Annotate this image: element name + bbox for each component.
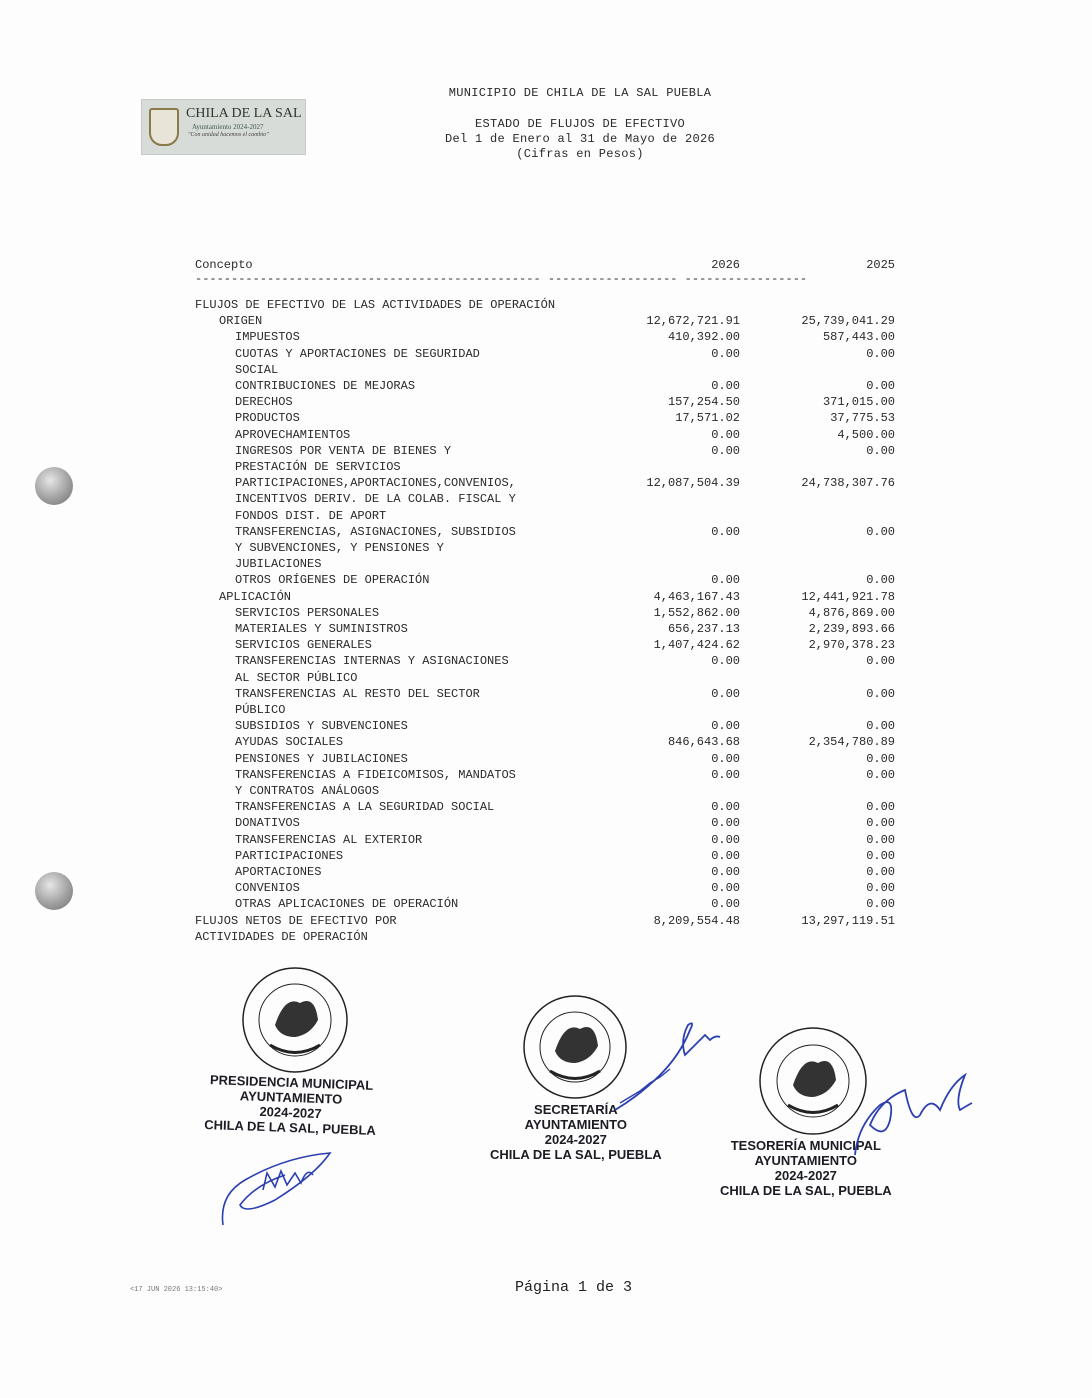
row-concept: FONDOS DIST. DE APORT bbox=[235, 508, 387, 523]
row-concept: TRANSFERENCIAS A FIDEICOMISOS, MANDATOS bbox=[235, 767, 516, 782]
row-value-2026: 0.00 bbox=[711, 686, 740, 701]
logo-name: CHILA DE LA SAL bbox=[186, 106, 302, 121]
row-value-2025: 0.00 bbox=[866, 719, 895, 734]
row-value-2026: 846,643.68 bbox=[667, 735, 740, 750]
table-row bbox=[195, 362, 895, 378]
row-value-2026: 0.00 bbox=[711, 573, 740, 588]
table-row bbox=[195, 540, 895, 556]
row-value-2026: 0.00 bbox=[711, 832, 740, 847]
stamp-line: 2024-2027 bbox=[774, 1168, 837, 1183]
row-concept: OTROS ORÍGENES DE OPERACIÓN bbox=[235, 573, 430, 588]
row-concept: DONATIVOS bbox=[235, 816, 300, 831]
stamp-line: CHILA DE LA SAL, PUEBLA bbox=[490, 1147, 662, 1162]
signature-tesoreria bbox=[850, 1065, 975, 1160]
row-value-2025: 12,441,921.78 bbox=[801, 589, 895, 604]
table-row bbox=[195, 880, 895, 896]
row-value-2026: 0.00 bbox=[711, 654, 740, 669]
row-value-2026: 0.00 bbox=[711, 816, 740, 831]
row-concept: SOCIAL bbox=[235, 362, 279, 377]
stamp-line: AYUNTAMIENTO bbox=[754, 1153, 857, 1168]
stamp-line: TESORERÍA MUNICIPAL bbox=[730, 1138, 881, 1153]
signature-presidencia bbox=[215, 1145, 345, 1230]
table-header bbox=[195, 257, 895, 273]
table-row bbox=[195, 815, 895, 831]
table-row bbox=[195, 670, 895, 686]
row-concept: TRANSFERENCIAS A LA SEGURIDAD SOCIAL bbox=[235, 800, 495, 815]
row-concept: INGRESOS POR VENTA DE BIENES Y bbox=[235, 443, 452, 458]
row-concept: TRANSFERENCIAS AL RESTO DEL SECTOR bbox=[235, 686, 480, 701]
stamp-line: PRESIDENCIA MUNICIPAL bbox=[209, 1072, 374, 1093]
row-value-2025: 0.00 bbox=[866, 881, 895, 896]
statement-units: (Cifras en Pesos) bbox=[516, 147, 644, 161]
table-row bbox=[195, 378, 895, 394]
seal-presidencia bbox=[230, 965, 360, 1075]
row-concept: APLICACIÓN bbox=[219, 589, 292, 604]
table-row bbox=[195, 605, 895, 621]
row-concept: AL SECTOR PÚBLICO bbox=[235, 670, 358, 685]
table-row bbox=[195, 346, 895, 362]
row-concept: PENSIONES Y JUBILACIONES bbox=[235, 751, 408, 766]
row-value-2025: 0.00 bbox=[866, 832, 895, 847]
row-value-2025: 0.00 bbox=[866, 443, 895, 458]
row-value-2026: 0.00 bbox=[711, 346, 740, 361]
table-row bbox=[195, 410, 895, 426]
row-value-2026: 12,672,721.91 bbox=[646, 314, 740, 329]
table-row bbox=[195, 491, 895, 507]
row-value-2026: 0.00 bbox=[711, 427, 740, 442]
stamp-line: 2024-2027 bbox=[544, 1132, 607, 1147]
table-row bbox=[195, 799, 895, 815]
stamp-line: SECRETARÍA bbox=[534, 1102, 618, 1117]
stamp-line: CHILA DE LA SAL, PUEBLA bbox=[204, 1116, 377, 1138]
row-value-2025: 0.00 bbox=[866, 865, 895, 879]
table-row bbox=[195, 313, 895, 329]
table-row bbox=[195, 718, 895, 734]
municipality-title: MUNICIPIO DE CHILA DE LA SAL PUEBLA bbox=[448, 86, 712, 100]
row-value-2026: 0.00 bbox=[711, 848, 740, 863]
row-value-2025: 0.00 bbox=[866, 767, 895, 782]
row-concept: CONVENIOS bbox=[235, 881, 300, 896]
row-value-2026: 0.00 bbox=[711, 524, 740, 539]
punch-hole bbox=[35, 872, 73, 910]
row-concept: PARTICIPACIONES,APORTACIONES,CONVENIOS, bbox=[235, 476, 516, 491]
table-row bbox=[195, 913, 895, 929]
row-value-2025: 25,739,041.29 bbox=[801, 314, 895, 329]
row-concept: PRODUCTOS bbox=[235, 411, 300, 426]
table-row bbox=[195, 896, 895, 912]
row-concept: SERVICIOS PERSONALES bbox=[235, 605, 380, 620]
row-value-2025: 0.00 bbox=[866, 897, 895, 912]
row-value-2026: 12,087,504.39 bbox=[646, 476, 740, 491]
table-row bbox=[195, 702, 895, 718]
row-value-2026: 0.00 bbox=[711, 897, 740, 912]
row-value-2025: 587,443.00 bbox=[822, 330, 895, 345]
row-value-2026: 0.00 bbox=[711, 443, 740, 458]
row-value-2025: 0.00 bbox=[866, 800, 895, 815]
table-row bbox=[195, 848, 895, 864]
signature-secretaria bbox=[610, 1015, 725, 1115]
row-value-2025: 4,876,869.00 bbox=[808, 605, 895, 620]
row-concept: PÚBLICO bbox=[235, 703, 286, 717]
row-concept: APROVECHAMIENTOS bbox=[235, 427, 351, 442]
table-row bbox=[195, 767, 895, 783]
row-concept: DERECHOS bbox=[235, 395, 293, 410]
table-row bbox=[195, 297, 895, 313]
row-concept: CUOTAS Y APORTACIONES DE SEGURIDAD bbox=[235, 346, 480, 361]
row-concept: MATERIALES Y SUMINISTROS bbox=[235, 622, 408, 636]
row-concept: CONTRIBUCIONES DE MEJORAS bbox=[235, 379, 416, 393]
row-value-2025: 13,297,119.51 bbox=[801, 913, 895, 928]
row-value-2025: 37,775.53 bbox=[830, 411, 895, 426]
table-row bbox=[195, 637, 895, 653]
row-value-2025: 0.00 bbox=[866, 848, 895, 863]
table-row bbox=[195, 783, 895, 799]
print-timestamp: <17 JUN 2026 13:15:40> bbox=[130, 1286, 223, 1294]
column-header-2025: 2025 bbox=[866, 258, 895, 272]
stamp-presidencia bbox=[204, 1072, 378, 1138]
row-concept: ORIGEN bbox=[219, 314, 263, 329]
table-row bbox=[195, 443, 895, 459]
row-concept: APORTACIONES bbox=[235, 865, 322, 879]
stamp-line: AYUNTAMIENTO bbox=[239, 1088, 343, 1107]
row-value-2025: 0.00 bbox=[866, 816, 895, 831]
row-value-2026: 0.00 bbox=[711, 719, 740, 734]
row-concept: Y SUBVENCIONES, Y PENSIONES Y bbox=[235, 541, 444, 555]
column-header-2026: 2026 bbox=[711, 258, 740, 272]
row-concept: SUBSIDIOS Y SUBVENCIONES bbox=[235, 719, 408, 734]
row-concept: INCENTIVOS DERIV. DE LA COLAB. FISCAL Y bbox=[235, 492, 516, 507]
row-value-2025: 4,500.00 bbox=[837, 427, 895, 442]
row-concept: FLUJOS DE EFECTIVO DE LAS ACTIVIDADES DE OPERACIÓN bbox=[195, 298, 556, 312]
row-concept: OTRAS APLICACIONES DE OPERACIÓN bbox=[235, 897, 459, 912]
row-value-2025: 2,970,378.23 bbox=[808, 638, 895, 653]
shield-icon bbox=[149, 108, 179, 146]
row-concept: TRANSFERENCIAS INTERNAS Y ASIGNACIONES bbox=[235, 654, 509, 669]
table-row bbox=[195, 686, 895, 702]
row-value-2025: 2,354,780.89 bbox=[808, 735, 895, 750]
row-value-2026: 17,571.02 bbox=[675, 411, 740, 426]
table-row bbox=[195, 556, 895, 572]
row-value-2025: 0.00 bbox=[866, 751, 895, 766]
column-header-concepto: Concepto bbox=[195, 258, 253, 272]
table-row bbox=[195, 572, 895, 588]
row-concept: TRANSFERENCIAS AL EXTERIOR bbox=[235, 832, 423, 847]
row-value-2025: 371,015.00 bbox=[822, 395, 895, 410]
table-row bbox=[195, 475, 895, 491]
table-row bbox=[195, 524, 895, 540]
table-row bbox=[195, 589, 895, 605]
table-row bbox=[195, 427, 895, 443]
table-row bbox=[195, 459, 895, 475]
row-value-2026: 157,254.50 bbox=[667, 395, 740, 410]
logo-subtitle: Ayuntamiento 2024-2027 bbox=[192, 123, 264, 131]
row-concept: AYUDAS SOCIALES bbox=[235, 735, 344, 750]
row-concept: FLUJOS NETOS DE EFECTIVO POR bbox=[195, 913, 397, 928]
row-value-2026: 0.00 bbox=[711, 865, 740, 879]
table-row bbox=[195, 329, 895, 345]
row-value-2026: 0.00 bbox=[711, 379, 740, 393]
logo-slogan: "Con unidad hacemos el cambio" bbox=[188, 132, 269, 138]
row-value-2025: 0.00 bbox=[866, 379, 895, 393]
row-concept: SERVICIOS GENERALES bbox=[235, 638, 372, 653]
statement-title: ESTADO DE FLUJOS DE EFECTIVO bbox=[474, 117, 686, 131]
stamp-line: CHILA DE LA SAL, PUEBLA bbox=[720, 1183, 892, 1198]
row-concept: IMPUESTOS bbox=[235, 330, 300, 345]
row-value-2025: 0.00 bbox=[866, 346, 895, 361]
row-value-2026: 4,463,167.43 bbox=[653, 589, 740, 604]
punch-hole bbox=[35, 467, 73, 505]
row-concept: JUBILACIONES bbox=[235, 557, 322, 572]
row-value-2025: 0.00 bbox=[866, 524, 895, 539]
stamp-line: 2024-2027 bbox=[259, 1103, 322, 1122]
table-row bbox=[195, 508, 895, 524]
row-value-2026: 1,407,424.62 bbox=[653, 638, 740, 653]
header-divider: ------------------------------------------------ ------------------ ----------------- bbox=[195, 272, 808, 286]
stamp-line: AYUNTAMIENTO bbox=[524, 1117, 627, 1132]
row-value-2026: 0.00 bbox=[711, 767, 740, 782]
row-value-2026: 1,552,862.00 bbox=[653, 605, 740, 620]
row-value-2026: 656,237.13 bbox=[667, 622, 740, 636]
page-number: Página 1 de 3 bbox=[515, 1279, 633, 1296]
table-row bbox=[195, 832, 895, 848]
table-row bbox=[195, 864, 895, 880]
row-value-2025: 24,738,307.76 bbox=[801, 476, 895, 491]
table-row bbox=[195, 621, 895, 637]
row-value-2026: 410,392.00 bbox=[667, 330, 740, 345]
row-value-2026: 0.00 bbox=[711, 800, 740, 815]
statement-period: Del 1 de Enero al 31 de Mayo de 2026 bbox=[444, 132, 716, 146]
row-value-2025: 2,239,893.66 bbox=[808, 622, 895, 636]
municipal-logo bbox=[141, 99, 306, 155]
table-row bbox=[195, 734, 895, 750]
row-value-2026: 8,209,554.48 bbox=[653, 913, 740, 928]
table-row bbox=[195, 751, 895, 767]
row-value-2026: 0.00 bbox=[711, 881, 740, 896]
table-row bbox=[195, 653, 895, 669]
table-row bbox=[195, 929, 895, 945]
row-concept: PRESTACIÓN DE SERVICIOS bbox=[235, 460, 401, 474]
row-concept: ACTIVIDADES DE OPERACIÓN bbox=[195, 929, 368, 944]
row-concept: Y CONTRATOS ANÁLOGOS bbox=[235, 784, 380, 798]
row-concept: PARTICIPACIONES bbox=[235, 848, 344, 863]
row-value-2025: 0.00 bbox=[866, 654, 895, 669]
row-value-2025: 0.00 bbox=[866, 686, 895, 701]
row-value-2025: 0.00 bbox=[866, 573, 895, 588]
row-value-2026: 0.00 bbox=[711, 751, 740, 766]
table-row bbox=[195, 394, 895, 410]
row-concept: TRANSFERENCIAS, ASIGNACIONES, SUBSIDIOS bbox=[235, 524, 516, 539]
